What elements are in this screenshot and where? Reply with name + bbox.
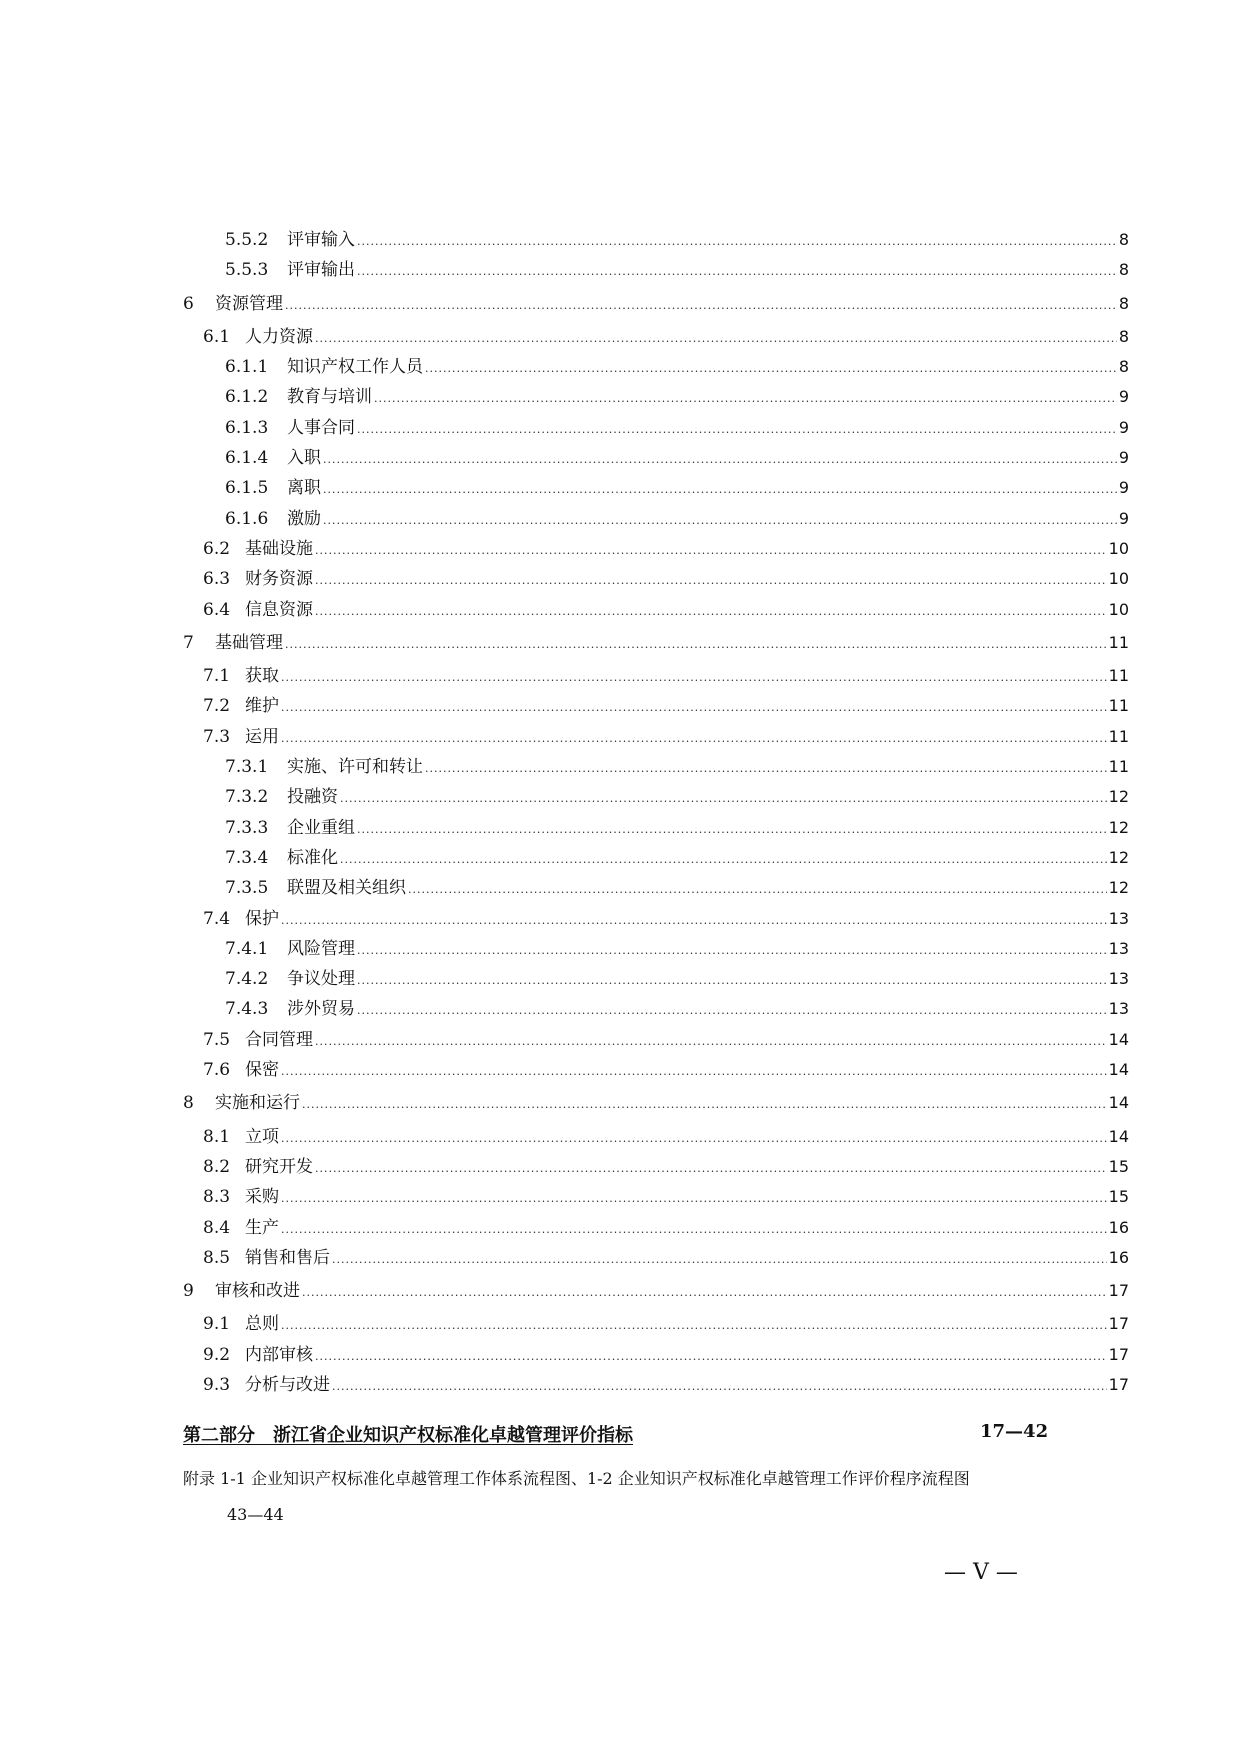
toc-section-number: 9	[183, 1281, 194, 1302]
toc-dot-leader	[315, 1154, 1107, 1184]
toc-section-title: 教育与培训	[287, 387, 372, 408]
toc-entry[interactable]	[183, 1088, 1129, 1118]
page-number: — V —	[944, 1560, 1018, 1585]
toc-page-number: 8	[1118, 326, 1129, 346]
toc-section-number: 9.2	[203, 1344, 231, 1365]
toc-section-title: 内部审核	[245, 1344, 313, 1365]
toc-section-number: 6.1.5	[225, 478, 269, 499]
toc-page-number: 8	[1118, 293, 1129, 313]
toc-dot-leader	[332, 1372, 1107, 1402]
toc-section-number: 7.3.1	[225, 757, 269, 778]
appendix-entry[interactable]: 附录 1-1 企业知识产权标准化卓越管理工作体系流程图、1-2 企业知识产权标准化卓越管理工作评价程序流程图	[183, 1469, 970, 1488]
toc-section-title: 立项	[245, 1126, 279, 1147]
toc-section-number: 6.1	[203, 326, 231, 347]
toc-section-number: 7.3.3	[225, 817, 269, 838]
toc-section-number: 8	[183, 1093, 194, 1114]
toc-section-number: 7.4.2	[225, 969, 269, 990]
toc-page-number: 11	[1108, 666, 1129, 686]
toc-section-title: 审核和改进	[215, 1281, 300, 1302]
toc-dot-leader	[374, 384, 1117, 414]
toc-dot-leader	[302, 1090, 1107, 1120]
toc-entry[interactable]	[183, 255, 1129, 285]
toc-section-number: 7.3.2	[225, 787, 269, 808]
toc-page-number: 9	[1118, 417, 1129, 437]
toc-page-number: 13	[1108, 969, 1129, 989]
toc-page-number: 14	[1108, 1093, 1129, 1113]
toc-dot-leader	[357, 415, 1117, 445]
toc-entry[interactable]	[183, 1025, 1129, 1055]
toc-entry[interactable]	[183, 782, 1129, 812]
toc-entry[interactable]	[183, 904, 1129, 934]
toc-section-title: 销售和售后	[245, 1247, 330, 1268]
toc-entry[interactable]	[183, 352, 1129, 382]
toc-section-title: 分析与改进	[245, 1374, 330, 1395]
toc-section-number: 8.1	[203, 1126, 231, 1147]
toc-section-number: 6.1.3	[225, 417, 269, 438]
toc-entry[interactable]	[183, 1122, 1129, 1152]
toc-dot-leader	[332, 1245, 1107, 1275]
toc-page-number: 14	[1108, 1126, 1129, 1146]
toc-section-title: 采购	[245, 1187, 279, 1208]
toc-page-number: 11	[1108, 696, 1129, 716]
toc-page-number: 9	[1118, 387, 1129, 407]
toc-dot-leader	[281, 1124, 1107, 1154]
toc-section-number: 5.5.2	[225, 230, 269, 250]
toc-section-number: 8.4	[203, 1217, 231, 1238]
toc-section-title: 企业重组	[287, 817, 355, 838]
toc-section-title: 入职	[287, 448, 321, 469]
toc-entry[interactable]	[183, 1213, 1129, 1243]
toc-entry[interactable]	[183, 534, 1129, 564]
toc-page-number: 10	[1108, 599, 1129, 619]
toc-section-number: 6.3	[203, 569, 231, 590]
toc-dot-leader	[340, 784, 1107, 814]
part2-page-range: 17—42	[980, 1421, 1049, 1442]
table-of-contents	[183, 225, 1129, 1400]
toc-page-number: 13	[1108, 938, 1129, 958]
toc-dot-leader	[285, 291, 1117, 321]
toc-section-title: 涉外贸易	[287, 999, 355, 1020]
toc-section-number: 7.4.3	[225, 999, 269, 1020]
toc-entry[interactable]	[183, 1182, 1129, 1212]
toc-entry[interactable]	[183, 413, 1129, 443]
toc-dot-leader	[281, 1057, 1107, 1087]
toc-section-title: 评审输出	[287, 260, 355, 281]
toc-page-number: 17	[1108, 1281, 1129, 1301]
toc-page-number: 16	[1108, 1217, 1129, 1237]
toc-section-title: 获取	[245, 666, 279, 687]
toc-section-number: 7.2	[203, 696, 231, 717]
toc-section-title: 合同管理	[245, 1029, 313, 1050]
toc-page-number: 12	[1108, 787, 1129, 807]
toc-section-title: 联盟及相关组织	[287, 878, 406, 899]
toc-section-title: 基础设施	[245, 538, 313, 559]
toc-section-title: 保密	[245, 1060, 279, 1081]
toc-section-number: 6	[183, 293, 194, 314]
toc-page-number: 13	[1108, 908, 1129, 928]
toc-entry[interactable]	[183, 504, 1129, 534]
toc-dot-leader	[281, 663, 1107, 693]
toc-entry[interactable]	[183, 628, 1129, 658]
toc-dot-leader	[315, 324, 1117, 354]
toc-section-number: 6.1.4	[225, 448, 269, 469]
toc-section-title: 信息资源	[245, 599, 313, 620]
toc-section-number: 8.5	[203, 1247, 231, 1268]
toc-entry[interactable]	[183, 1309, 1129, 1339]
toc-page-number: 12	[1108, 847, 1129, 867]
toc-entry[interactable]	[183, 382, 1129, 412]
toc-section-title: 风险管理	[287, 938, 355, 959]
toc-dot-leader	[302, 1278, 1107, 1308]
toc-section-number: 7.1	[203, 666, 231, 687]
toc-page-number: 15	[1108, 1156, 1129, 1176]
toc-section-title: 资源管理	[215, 293, 283, 314]
toc-page-number: 14	[1108, 1029, 1129, 1049]
toc-dot-leader	[315, 536, 1107, 566]
toc-entry[interactable]	[183, 443, 1129, 473]
toc-section-title: 争议处理	[287, 969, 355, 990]
toc-dot-leader	[281, 906, 1107, 936]
part2-heading[interactable]	[183, 1421, 1049, 1447]
toc-dot-leader	[281, 1311, 1107, 1341]
toc-entry[interactable]	[183, 1370, 1129, 1400]
toc-section-number: 6.1.2	[225, 387, 269, 408]
toc-section-title: 研究开发	[245, 1156, 313, 1177]
toc-section-number: 7.3.4	[225, 847, 269, 868]
toc-section-title: 人力资源	[245, 326, 313, 347]
toc-page-number: 17	[1108, 1374, 1129, 1394]
toc-dot-leader	[323, 445, 1117, 475]
toc-entry[interactable]	[183, 843, 1129, 873]
toc-entry[interactable]	[183, 994, 1129, 1024]
toc-section-title: 维护	[245, 696, 279, 717]
toc-dot-leader	[315, 566, 1107, 596]
toc-section-title: 运用	[245, 726, 279, 747]
toc-section-number: 7.3	[203, 726, 231, 747]
toc-dot-leader	[281, 1184, 1107, 1214]
toc-entry[interactable]	[183, 225, 1129, 255]
toc-section-title: 实施、许可和转让	[287, 757, 423, 778]
toc-page-number: 9	[1118, 508, 1129, 528]
toc-page-number: 9	[1118, 478, 1129, 498]
part2-title[interactable]: 第二部分 浙江省企业知识产权标准化卓越管理评价指标	[183, 1425, 633, 1446]
toc-entry[interactable]	[183, 964, 1129, 994]
toc-entry[interactable]	[183, 934, 1129, 964]
toc-section-title: 保护	[245, 908, 279, 929]
toc-section-title: 知识产权工作人员	[287, 357, 423, 378]
toc-dot-leader	[425, 354, 1117, 384]
toc-page-number: 11	[1108, 726, 1129, 746]
toc-section-number: 5.5.3	[225, 260, 269, 281]
toc-dot-leader	[357, 257, 1117, 287]
toc-dot-leader	[323, 506, 1117, 536]
toc-dot-leader	[281, 693, 1107, 723]
toc-page-number: 9	[1118, 448, 1129, 468]
toc-page-number: 15	[1108, 1187, 1129, 1207]
toc-entry[interactable]	[183, 722, 1129, 752]
toc-dot-leader	[281, 1215, 1107, 1245]
toc-section-title: 实施和运行	[215, 1093, 300, 1114]
toc-section-number: 8.3	[203, 1187, 231, 1208]
toc-dot-leader	[408, 875, 1107, 905]
toc-dot-leader	[315, 597, 1107, 627]
toc-section-number: 6.1.1	[225, 357, 269, 378]
toc-section-number: 6.4	[203, 599, 231, 620]
toc-entry[interactable]	[183, 473, 1129, 503]
toc-section-title: 投融资	[287, 787, 338, 808]
toc-section-title: 财务资源	[245, 569, 313, 590]
toc-section-title: 评审输入	[287, 230, 355, 250]
toc-section-number: 7.4	[203, 908, 231, 929]
toc-entry[interactable]	[183, 1152, 1129, 1182]
toc-section-title: 基础管理	[215, 632, 283, 653]
toc-entry[interactable]	[183, 289, 1129, 319]
toc-dot-leader	[340, 845, 1107, 875]
toc-page-number: 11	[1108, 757, 1129, 777]
toc-dot-leader	[315, 1027, 1107, 1057]
toc-section-number: 7.6	[203, 1060, 231, 1081]
toc-entry[interactable]	[183, 1276, 1129, 1306]
toc-dot-leader	[357, 227, 1117, 257]
appendix-page-range: 43—44	[227, 1505, 284, 1524]
toc-section-title: 离职	[287, 478, 321, 499]
toc-entry[interactable]	[183, 691, 1129, 721]
toc-entry[interactable]	[183, 595, 1129, 625]
toc-dot-leader	[315, 1342, 1107, 1372]
toc-section-title: 标准化	[287, 847, 338, 868]
toc-entry[interactable]	[183, 1340, 1129, 1370]
toc-dot-leader	[281, 724, 1107, 754]
toc-section-number: 6.1.6	[225, 508, 269, 529]
toc-page-number: 14	[1108, 1060, 1129, 1080]
toc-section-number: 8.2	[203, 1156, 231, 1177]
toc-dot-leader	[357, 966, 1107, 996]
toc-section-number: 7.5	[203, 1029, 231, 1050]
toc-section-number: 6.2	[203, 538, 231, 559]
toc-page-number: 10	[1108, 538, 1129, 558]
toc-dot-leader	[357, 815, 1107, 845]
toc-section-title: 总则	[245, 1314, 279, 1335]
toc-dot-leader	[425, 754, 1107, 784]
toc-section-number: 7.4.1	[225, 938, 269, 959]
toc-page-number: 12	[1108, 878, 1129, 898]
toc-dot-leader	[285, 630, 1107, 660]
toc-dot-leader	[357, 936, 1107, 966]
toc-page-number: 11	[1108, 632, 1129, 652]
toc-dot-leader	[357, 996, 1107, 1026]
toc-page-number: 16	[1108, 1247, 1129, 1267]
toc-page-number: 8	[1118, 357, 1129, 377]
toc-page-number: 12	[1108, 817, 1129, 837]
toc-entry[interactable]	[183, 752, 1129, 782]
toc-section-title: 激励	[287, 508, 321, 529]
toc-page-number: 8	[1118, 260, 1129, 280]
toc-entry[interactable]	[183, 1243, 1129, 1273]
toc-section-number: 7.3.5	[225, 878, 269, 899]
toc-entry[interactable]	[183, 661, 1129, 691]
toc-entry[interactable]	[183, 1055, 1129, 1085]
toc-entry[interactable]	[183, 564, 1129, 594]
toc-entry[interactable]	[183, 873, 1129, 903]
toc-section-title: 人事合同	[287, 417, 355, 438]
toc-page-number: 10	[1108, 569, 1129, 589]
toc-section-title: 生产	[245, 1217, 279, 1238]
toc-page-number: 8	[1118, 230, 1129, 249]
toc-page-number: 13	[1108, 999, 1129, 1019]
toc-entry[interactable]	[183, 813, 1129, 843]
toc-page-number: 17	[1108, 1344, 1129, 1364]
toc-section-number: 9.1	[203, 1314, 231, 1335]
toc-dot-leader	[323, 475, 1117, 505]
toc-section-number: 9.3	[203, 1374, 231, 1395]
toc-page-number: 17	[1108, 1314, 1129, 1334]
toc-section-number: 7	[183, 632, 194, 653]
toc-entry[interactable]	[183, 322, 1129, 352]
